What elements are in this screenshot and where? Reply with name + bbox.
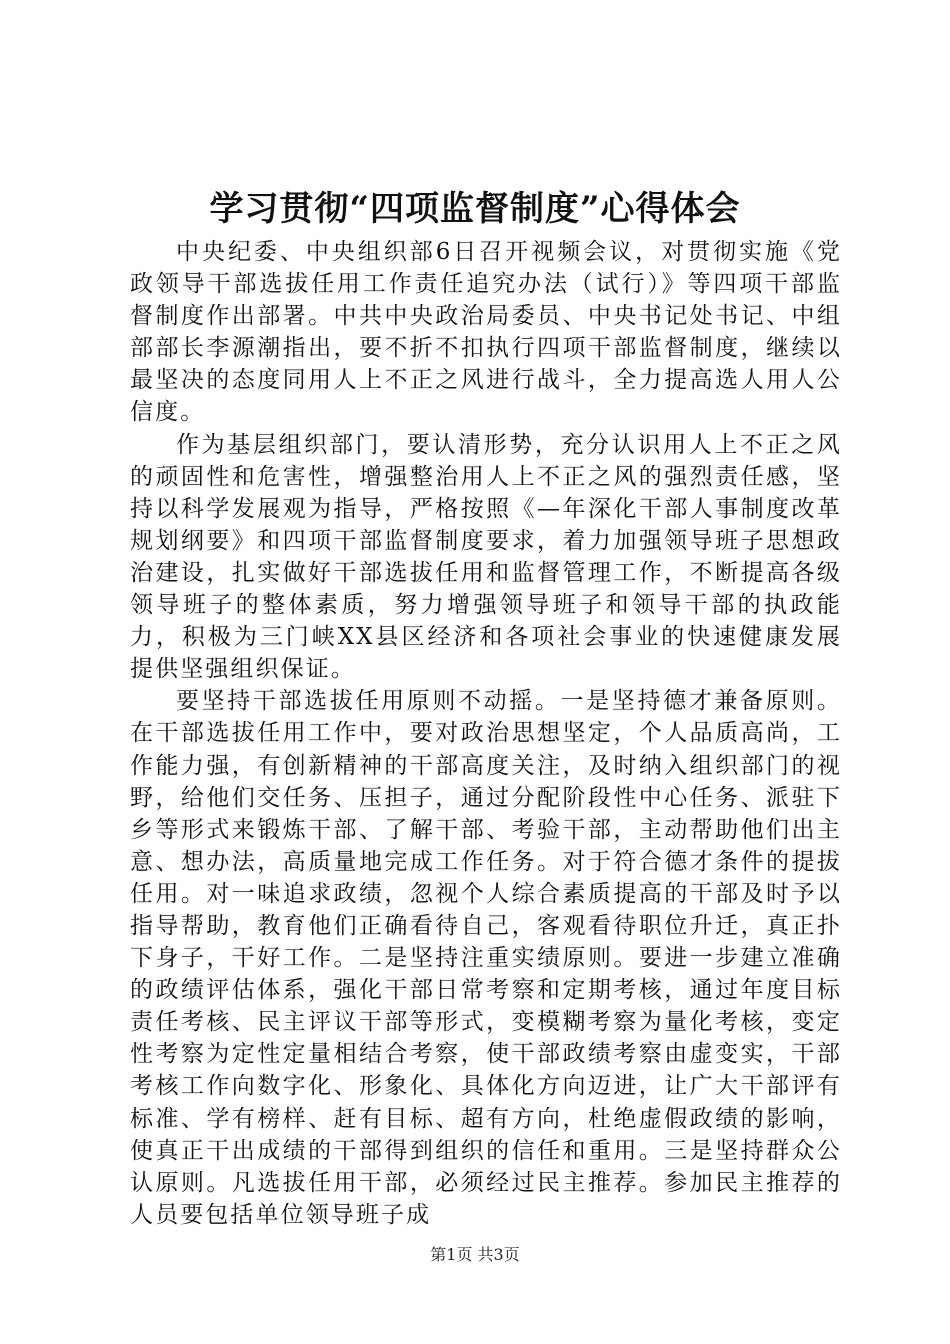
paragraph-2: 作为基层组织部门，要认清形势，充分认识用人上不正之风的顽固性和危害性，增强整治用人上不正之风的强烈责任感，坚持以科学发展观为指导，严格按照《—年深化干部人事制度改革规划纲要》和四项干部监督制度要求，着力加强领导班子思想政治建设，扎实做好干部选拔任用和监督管理工作，不断提高各级领导班子的整体素质，努力增强领导班子和领导干部的执政能力，积极为三门峡XX县区经济和各项社会事业的快速健康发展提供坚强组织保证。: [130, 431, 842, 683]
paragraph-3: 要坚持干部选拔任用原则不动摇。一是坚持德才兼备原则。在干部选拔任用工作中，要对政治思想坚定，个人品质高尚，工作能力强，有创新精神的干部高度关注，及时纳入组织部门的视野，给他们交任务、压担子，通过分配阶段性中心任务、派驻下乡等形式来锻炼干部、了解干部、考验干部，主动帮助他们出主意、想办法，高质量地完成工作任务。对于符合德才条件的提拔任用。对一味追求政绩，忽视个人综合素质提高的干部及时予以指导帮助，教育他们正确看待自己，客观看待职位升迁，真正扑下身子，干好工作。二是坚持注重实绩原则。要进一步建立准确的政绩评估体系，强化干部日常考察和定期考核，通过年度目标责任考核、民主评议干部等形式，变模糊考察为量化考核，变定性考察为定性定量相结合考察，使干部政绩考察由虚变实，干部考核工作向数字化、形象化、具体化方向迈进，让广大干部评有标准、学有榜样、赶有目标、超有方向，杜绝虚假政绩的影响，使真正干出成绩的干部得到组织的信任和重用。三是坚持群众公认原则。凡选拔任用干部，必须经过民主推荐。参加民主推荐的人员要包括单位领导班子成: [130, 688, 842, 1228]
document-body: [130, 236, 842, 1231]
page-footer: [0, 1244, 950, 1266]
paragraph-1: 中央纪委、中央组织部6日召开视频会议，对贯彻实施《党政领导干部选拔任用工作责任追究办法（试行）》等四项干部监督制度作出部署。中共中央政治局委员、中央书记处书记、中组部部长李源潮指出，要不折不扣执行四项干部监督制度，继续以最坚决的态度同用人上不正之风进行战斗，全力提高选人用人公信度。: [130, 239, 842, 426]
page-total: 共3页: [477, 1245, 520, 1264]
page-number: 第1页: [430, 1245, 473, 1264]
document-title: 学习贯彻“四项监督制度”心得体会: [209, 189, 741, 229]
